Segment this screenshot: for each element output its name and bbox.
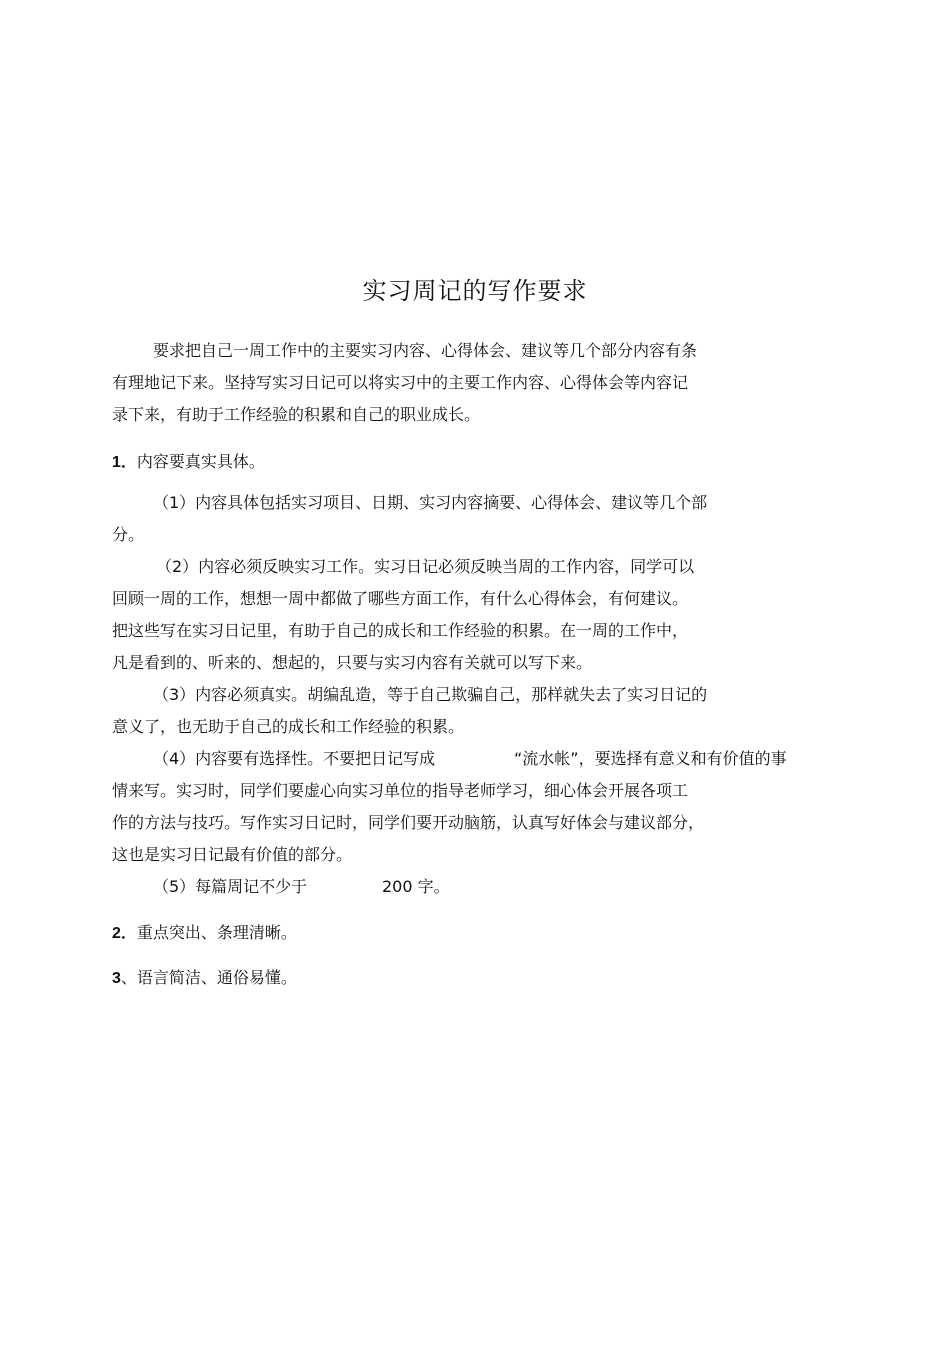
page-title: 实习周记的写作要求 <box>362 277 588 305</box>
section-1-text: 内容要真实具体。 <box>136 452 265 471</box>
item-4-line-1-start: （4）内容要有选择性。不要把日记写成 <box>153 749 436 768</box>
section-3-text: 、语言简洁、通俗易懂。 <box>120 968 297 987</box>
item-2-line-1: （2）内容必须反映实习工作。实习日记必须反映当周的工作内容，同学可以 <box>156 557 695 576</box>
section-2-text: 重点突出、条理清晰。 <box>136 923 297 942</box>
section-1-number: 1． <box>112 454 137 471</box>
intro-line-2: 有理地记下来。坚持写实习日记可以将实习中的主要工作内容、心得体会等内容记 <box>112 373 689 392</box>
item-2-line-4: 凡是看到的、听来的、想起的，只要与实习内容有关就可以写下来。 <box>112 653 593 672</box>
item-5-line-start: （5）每篇周记不少于 <box>153 877 308 896</box>
intro-line-3: 录下来，有助于工作经验的积累和自己的职业成长。 <box>112 405 481 424</box>
section-2-heading <box>112 923 297 944</box>
item-4-line-1-quote: “流水帐”，要选择有意义和有价值的事 <box>514 749 787 768</box>
item-3-line-1: （3）内容必须真实。胡编乱造，等于自己欺骗自己，那样就失去了实习日记的 <box>153 685 708 704</box>
item-3-line-2: 意义了，也无助于自己的成长和工作经验的积累。 <box>112 717 465 736</box>
section-3-heading <box>112 968 297 989</box>
item-4-line-3: 作的方法与技巧。写作实习日记时，同学们要开动脑筋，认真写好体会与建议部分， <box>112 813 705 832</box>
item-2-line-2: 回顾一周的工作，想想一周中都做了哪些方面工作，有什么心得体会，有何建议。 <box>112 589 689 608</box>
item-5-line-number: 200 字。 <box>382 877 450 896</box>
item-4-line-2: 情来写。实习时，同学们要虚心向实习单位的指导老师学习，细心体会开展各项工 <box>112 781 689 800</box>
item-1-line-1: （1）内容具体包括实习项目、日期、实习内容摘要、心得体会、建议等几个部 <box>153 493 708 512</box>
item-1-line-2: 分。 <box>112 525 145 544</box>
intro-line-1: 要求把自己一周工作中的主要实习内容、心得体会、建议等几个部分内容有条 <box>153 341 698 360</box>
item-4-line-4: 这也是实习日记最有价值的部分。 <box>112 845 353 864</box>
item-2-line-3: 把这些写在实习日记里，有助于自己的成长和工作经验的积累。在一周的工作中， <box>112 621 689 640</box>
section-3-number: 3 <box>112 970 121 987</box>
section-2-number: 2． <box>112 925 137 942</box>
section-1-heading <box>112 452 265 473</box>
